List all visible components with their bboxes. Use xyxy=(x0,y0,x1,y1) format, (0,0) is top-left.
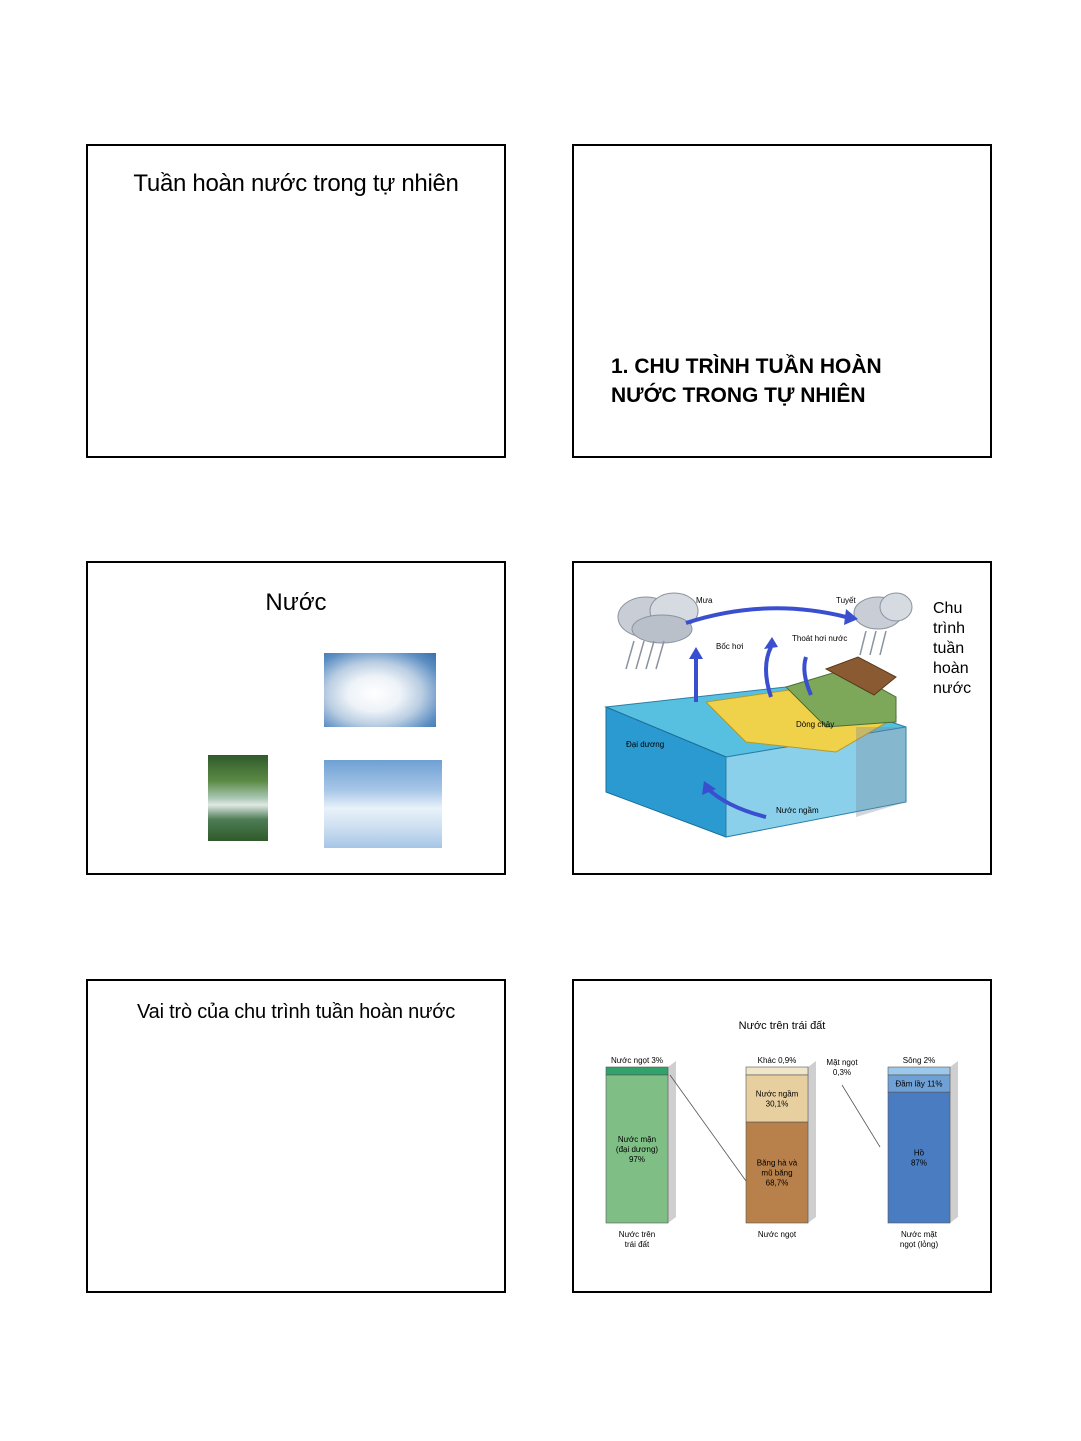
bar-segment xyxy=(888,1067,950,1075)
slide-5 xyxy=(86,979,506,1293)
slide-title: Vai trò của chu trình tuần hoàn nước xyxy=(136,1001,455,1023)
segment-label: Nước ngầm xyxy=(755,1089,799,1099)
section-heading xyxy=(611,352,882,410)
segment-label: Băng hà và xyxy=(756,1158,798,1168)
clouds-photo xyxy=(324,653,436,727)
segment-label: Sông 2% xyxy=(902,1056,936,1065)
heading-line-2: NƯỚC TRONG TỰ NHIÊN xyxy=(611,384,866,407)
connector-line xyxy=(842,1085,880,1147)
segment-label: 97% xyxy=(628,1155,646,1164)
bar-caption: ngọt (lỏng) xyxy=(899,1240,939,1249)
heading-line-1: 1. CHU TRÌNH TUẦN HOÀN xyxy=(611,355,882,378)
chart-title: Nước trên trái đất xyxy=(738,1020,826,1032)
bar-segment xyxy=(606,1067,668,1075)
caption-line: hoàn xyxy=(933,660,969,677)
pond-photo xyxy=(208,755,268,841)
bar-segment xyxy=(746,1067,808,1075)
segment-label: Nước ngọt 3% xyxy=(611,1056,663,1065)
bar-caption: Nước trên xyxy=(618,1230,656,1239)
segment-label: 87% xyxy=(910,1158,928,1168)
rain-cloud-right xyxy=(854,593,912,655)
caption-line: tuần xyxy=(933,640,965,657)
diagram-label: Dòng chảy xyxy=(796,720,835,729)
slide-3 xyxy=(86,561,506,875)
diagram-label: Mưa xyxy=(696,596,713,605)
segment-label: Đầm lầy 11% xyxy=(895,1079,943,1089)
bar-caption: trái đất xyxy=(624,1240,650,1249)
bar-side xyxy=(668,1061,676,1223)
slide-6 xyxy=(572,979,992,1293)
slide-4 xyxy=(572,561,992,875)
water-cycle-diagram xyxy=(596,577,916,847)
caption-line: nước xyxy=(933,680,972,697)
diagram-label: Thoát hơi nước xyxy=(792,634,848,643)
slide-title: Tuần hoàn nước trong tự nhiên xyxy=(133,170,459,197)
segment-label: Khác 0,9% xyxy=(757,1056,797,1065)
segment-label: Nước mặn xyxy=(617,1135,657,1144)
diagram-label: Nước ngầm xyxy=(776,806,819,815)
bar-side xyxy=(950,1061,958,1223)
segment-label: 30,1% xyxy=(765,1099,789,1109)
diagram-caption xyxy=(933,599,971,699)
rain-cloud-left xyxy=(618,593,698,669)
diagram-label: Đại dương xyxy=(626,740,665,749)
segment-label: Hồ xyxy=(913,1148,925,1158)
caption-line: Chu xyxy=(933,600,963,617)
connector-line xyxy=(670,1075,746,1181)
ice-photo xyxy=(324,760,442,848)
arrow-icon xyxy=(686,608,846,623)
diagram-label: Tuyết xyxy=(836,596,856,605)
diagram-label: Bốc hơi xyxy=(716,642,744,651)
bar-caption: Nước ngọt xyxy=(757,1230,797,1239)
bar-caption: Nước mặt xyxy=(901,1230,937,1239)
caption-line: trình xyxy=(933,620,966,637)
slide-title: Nước xyxy=(265,589,327,616)
bar-side xyxy=(808,1061,816,1223)
slide-1 xyxy=(86,144,506,458)
segment-label: mũ băng xyxy=(761,1168,793,1178)
segment-label: (đại dương) xyxy=(615,1145,659,1154)
connector-label: 0,3% xyxy=(832,1068,852,1077)
water-distribution-chart xyxy=(574,981,990,1291)
connector-label: Mặt ngọt xyxy=(826,1058,858,1067)
slide-2 xyxy=(572,144,992,458)
segment-label: 68,7% xyxy=(765,1178,789,1188)
